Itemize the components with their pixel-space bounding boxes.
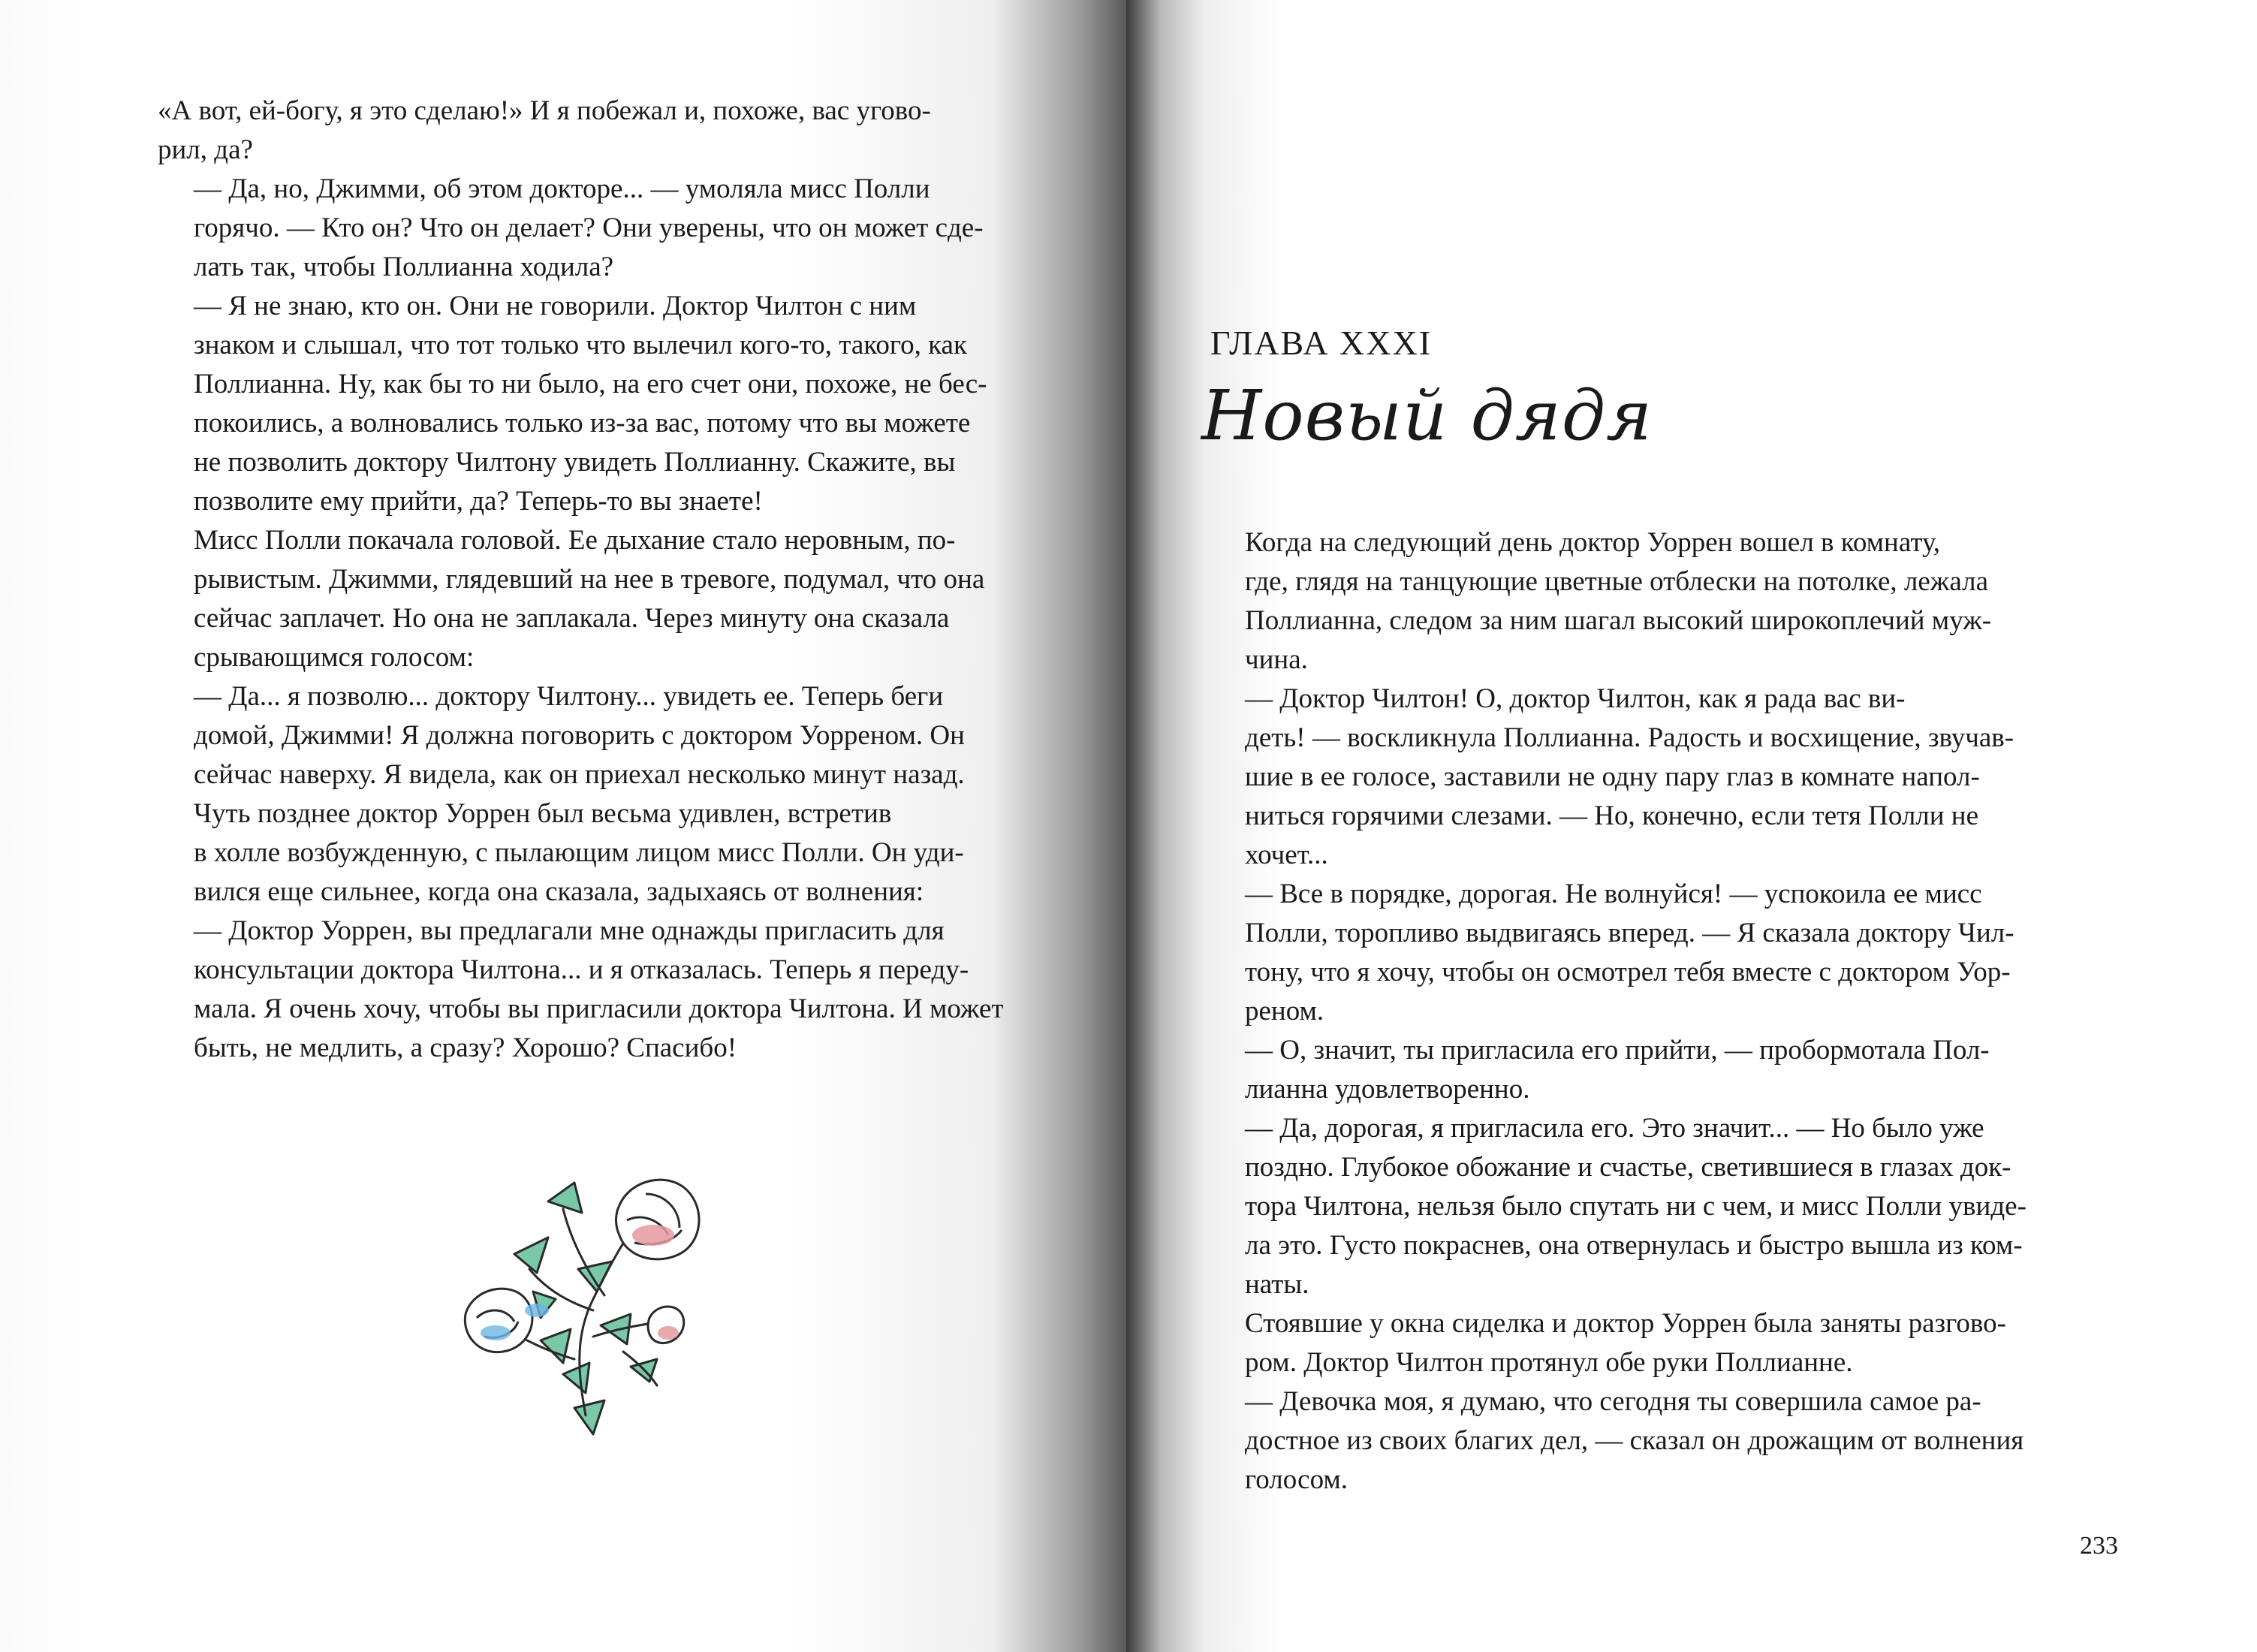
text-line: сейчас заплачет. Но она не заплакала. Через минуту она сказала <box>194 603 950 634</box>
text-line: тону, что я хочу, чтобы он осмотрел тебя вместе с доктором Уор- <box>1245 957 2011 987</box>
text-line: лианна удовлетворенно. <box>1245 1074 1530 1105</box>
text-line: шие в ее голосе, заставили не одну пару глаз в комнате напол- <box>1245 761 1980 792</box>
paragraph <box>1209 1109 2129 1304</box>
text-line: горячо. — Кто он? Что он делает? Они уверены, что он может сде- <box>194 213 984 243</box>
text-line: срывающимся голосом: <box>194 642 475 673</box>
text-line: — Да... я позволю... доктору Чилтону... увидеть ее. Теперь беги <box>194 681 944 712</box>
text-line: Когда на следующий день доктор Уоррен вошел в комнату, <box>1245 527 1941 558</box>
paragraph <box>158 912 1075 1068</box>
text-line: — Да, дорогая, я пригласила его. Это значит... — Но было уже <box>1245 1113 1984 1144</box>
text-line: ниться горячими слезами. — Но, конечно, если тетя Полли не <box>1245 800 1979 831</box>
paragraph <box>1209 680 2129 875</box>
text-line: рил, да? <box>158 134 253 165</box>
paragraph <box>1209 523 2129 680</box>
text-line: — Я не знаю, кто он. Они не говорили. Доктор Чилтон с ним <box>194 291 917 321</box>
text-line: чина. <box>1245 644 1308 675</box>
text-line: Полли, торопливо выдвигаясь вперед. — Я сказала доктору Чил- <box>1245 918 2014 948</box>
text-line: сейчас наверху. Я видела, как он приехал несколько минут назад. <box>194 759 965 790</box>
text-line: Поллианна, следом за ним шагал высокий широкоплечий муж- <box>1245 605 1992 636</box>
text-line: консультации доктора Чилтона... и я отказалась. Теперь я переду- <box>194 954 969 985</box>
page-number: 233 <box>2080 1532 2118 1560</box>
paragraph <box>1209 875 2129 1031</box>
right-page <box>1126 0 2257 1652</box>
text-line: покоились, а волновались только из-за вас, потому что вы можете <box>194 408 971 439</box>
text-line: наты. <box>1245 1269 1309 1300</box>
paragraph <box>158 92 1075 170</box>
text-line: в холле возбужденную, с пылающим лицом мисс Полли. Он уди- <box>194 837 964 868</box>
paragraph <box>158 794 1075 912</box>
text-line: — Доктор Уоррен, вы предлагали мне однажды пригласить для <box>194 915 945 946</box>
text-line: ла это. Густо покраснев, она отвернулась и быстро вышла из ком- <box>1245 1230 2023 1261</box>
paragraph <box>1209 1382 2129 1500</box>
paragraph <box>158 170 1075 287</box>
text-line: домой, Джимми! Я должна поговорить с доктором Уорреном. Он <box>194 720 965 751</box>
paragraph <box>158 521 1075 677</box>
text-line: вился еще сильнее, когда она сказала, задыхаясь от волнения: <box>194 876 924 907</box>
text-line: Поллианна. Ну, как бы то ни было, на его счет они, похоже, не бес- <box>194 369 987 399</box>
text-line: ром. Доктор Чилтон протянул обе руки Поллианне. <box>1245 1347 1853 1378</box>
text-line: — Доктор Чилтон! О, доктор Чилтон, как я рада вас ви- <box>1245 683 1906 714</box>
paragraph <box>1209 1304 2129 1382</box>
text-line: — Девочка моя, я думаю, что сегодня ты совершила самое ра- <box>1245 1386 1981 1417</box>
text-line: — Все в порядке, дорогая. Не волнуйся! — успокоила ее мисс <box>1245 879 1982 909</box>
left-page <box>0 0 1126 1652</box>
text-line: позволите ему прийти, да? Теперь-то вы знаете! <box>194 486 763 517</box>
text-line: знаком и слышал, что тот только что вылечил кого-то, такого, как <box>194 330 967 360</box>
paragraph <box>158 287 1075 521</box>
text-line: тора Чилтона, нельзя было спутать ни с чем, и мисс Полли увиде- <box>1245 1191 2026 1222</box>
text-line: реном. <box>1245 996 1324 1026</box>
text-line: хочет... <box>1245 840 1328 870</box>
text-line: — Да, но, Джимми, об этом докторе... — умоляла мисс Полли <box>194 173 930 204</box>
text-line: голосом. <box>1245 1464 1348 1495</box>
text-line: рывистым. Джимми, глядевший на нее в тревоге, подумал, что она <box>194 564 985 595</box>
text-line: лать так, чтобы Поллианна ходила? <box>194 252 614 282</box>
text-line: — О, значит, ты пригласила его прийти, — пробормотала Пол- <box>1245 1035 1990 1066</box>
text-line: «А вот, ей-богу, я это сделаю!» И я побежал и, похоже, вас угово- <box>158 95 931 126</box>
text-line: Стоявшие у окна сиделка и доктор Уоррен была заняты разгово- <box>1245 1308 2006 1339</box>
text-line: быть, не медлить, а сразу? Хорошо? Спасибо! <box>194 1032 737 1063</box>
text-line: где, глядя на танцующие цветные отблески на потолке, лежала <box>1245 566 1989 597</box>
text-line: деть! — воскликнула Поллианна. Радость и восхищение, звучав- <box>1245 722 2014 753</box>
text-line: поздно. Глубокое обожание и счастье, светившиеся в глазах док- <box>1245 1152 2011 1183</box>
text-line: Мисс Полли покачала головой. Ее дыхание стало неровным, по- <box>194 525 956 556</box>
text-line: мала. Я очень хочу, чтобы вы пригласили доктора Чилтона. И может <box>194 993 1004 1024</box>
left-page-text <box>158 92 1075 1068</box>
text-line: не позволить доктору Чилтону увидеть Поллианну. Скажите, вы <box>194 447 956 478</box>
rose-illustration <box>443 1149 758 1464</box>
paragraph <box>158 677 1075 794</box>
right-page-text <box>1209 523 2129 1500</box>
chapter-title: Новый дядя <box>1201 375 1653 456</box>
chapter-label: ГЛАВА XXXI <box>1210 324 1433 362</box>
text-line: Чуть позднее доктор Уоррен был весьма удивлен, встретив <box>194 798 892 829</box>
text-line: достное из своих благих дел, — сказал он дрожащим от волнения <box>1245 1425 2024 1456</box>
paragraph <box>1209 1031 2129 1109</box>
